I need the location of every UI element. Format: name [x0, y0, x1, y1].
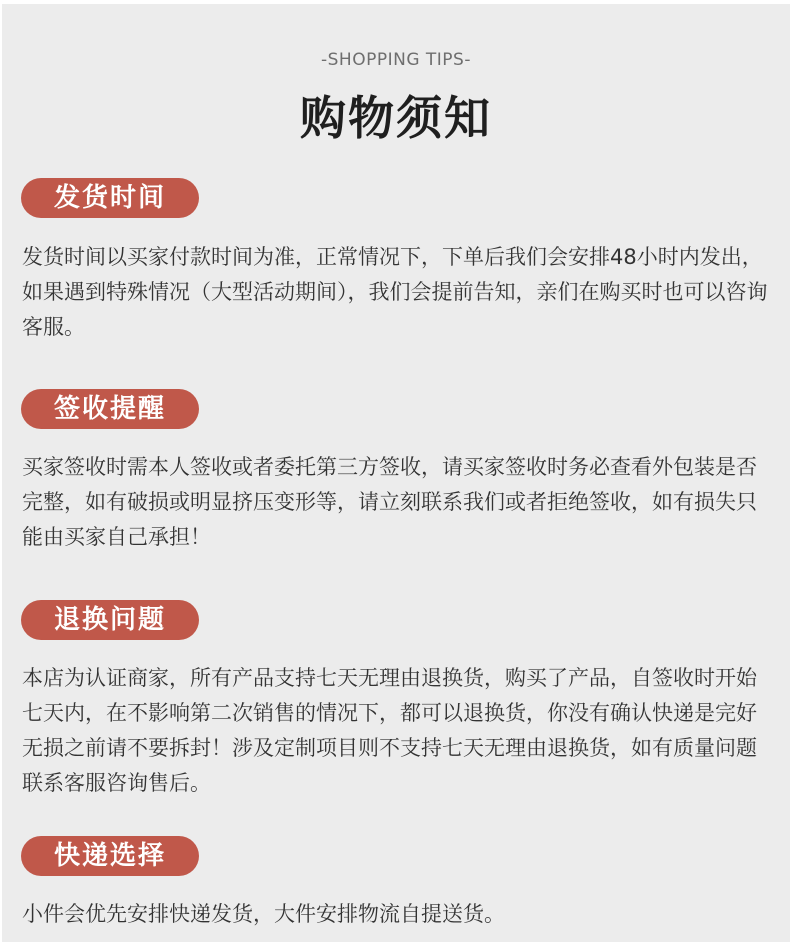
section-badge-shipping-time: 发货时间 [21, 178, 199, 218]
page-subtitle: -SHOPPING TIPS- [321, 50, 471, 70]
section-badge-returns: 退换问题 [21, 600, 199, 640]
section-badge-delivery-reminder: 签收提醒 [21, 389, 199, 429]
section-text-returns: 本店为认证商家，所有产品支持七天无理由退换货，购买了产品，自签收时开始七天内，在不影响第二次销售的情况下，都可以退换货，你没有确认快递是完好无损之前请不要拆封！涉及定制项目则不支持七天无理由退换货，如有质量问题联系客服咨询售后。 [22, 666, 757, 795]
page-title: 购物须知 [300, 91, 492, 145]
section-text-delivery-reminder: 买家签收时需本人签收或者委托第三方签收，请买家签收时务必查看外包装是否完整，如有破损或明显挤压变形等，请立刻联系我们或者拒绝签收，如有损失只能由买家自己承担！ [22, 455, 757, 549]
section-badge-courier-choice: 快递选择 [21, 836, 199, 876]
section-text-shipping-time: 发货时间以买家付款时间为准，正常情况下，下单后我们会安排48小时内发出，如果遇到特殊情况（大型活动期间），我们会提前告知，亲们在购买时也可以咨询客服。 [22, 245, 768, 339]
section-text-courier-choice: 小件会优先安排快递发货，大件安排物流自提送货。 [22, 902, 505, 926]
